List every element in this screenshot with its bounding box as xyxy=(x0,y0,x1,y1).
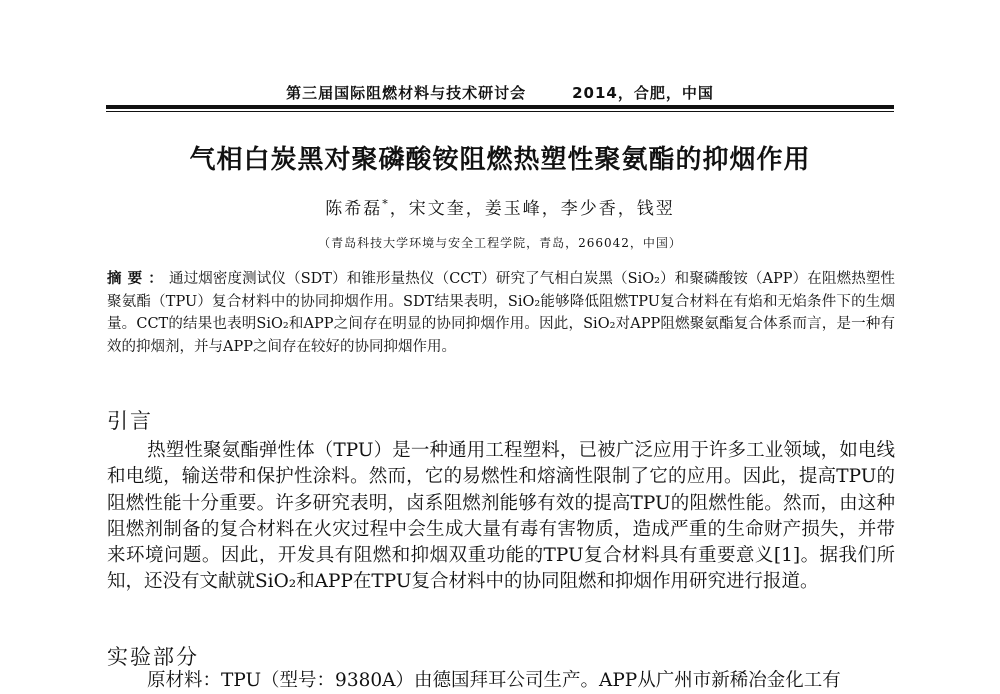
abstract-text: 通过烟密度测试仪（SDT）和锥形量热仪（CCT）研究了气相白炭黑（SiO₂）和聚磷酸铵（APP）在阻燃热塑性聚氨酯（TPU）复合材料中的协同抑烟作用。SDT结果表明，SiO₂能够降低阻燃TPU复合材料在有焰和无焰条件下的生烟量。CCT的结果也表明SiO₂和APP之间存在明显的协同抑烟作用。因此，SiO₂对APP阻燃聚氨酯复合体系而言，是一种有效的抑烟剂，并与APP之间存在较好的协同抑烟作用。 xyxy=(107,271,896,355)
author-affiliation: （青岛科技大学环境与安全工程学院，青岛，266042，中国） xyxy=(318,236,682,250)
author-list xyxy=(108,194,892,219)
header-rule-thin xyxy=(106,111,894,112)
experimental-heading: 实验部分 xyxy=(107,645,199,669)
conference-year-location: 2014，合肥，中国 xyxy=(572,84,714,102)
abstract-label: 摘要： xyxy=(107,271,169,287)
conference-name: 第三届国际阻燃材料与技术研讨会 xyxy=(286,84,527,102)
introduction-heading: 引言 xyxy=(107,409,153,433)
header-rule-thick xyxy=(106,105,894,109)
experimental-text: 原材料：TPU（型号：9380A）由德国拜耳公司生产。APP从广州市新稀冶金化工有 xyxy=(147,670,841,691)
corresponding-author-mark: * xyxy=(382,197,390,211)
paper-title: 气相白炭黑对聚磷酸铵阻燃热塑性聚氨酯的抑烟作用 xyxy=(189,145,811,175)
abstract xyxy=(107,268,895,358)
introduction-text: 热塑性聚氨酯弹性体（TPU）是一种通用工程塑料，已被广泛应用于许多工业领域，如电线和电缆，输送带和保护性涂料。然而，它的易燃性和熔滴性限制了它的应用。因此，提高TPU的阻燃性能十分重要。许多研究表明，卤系阻燃剂能够有效的提高TPU的阻燃性能。然而，由这种阻燃剂制备的复合材料在火灾过程中会生成大量有毒有害物质，造成严重的生命财产损失，并带来环境问题。因此，开发具有阻燃和抑烟双重功能的TPU复合材料具有重要意义[1]。据我们所知，还没有文献就SiO₂和APP在TPU复合材料中的协同阻燃和抑烟作用研究进行报道。 xyxy=(107,440,895,593)
running-header xyxy=(108,82,892,103)
first-author: 陈希磊 xyxy=(325,199,383,219)
coauthors: ，宋文奎，姜玉峰，李少香，钱翌 xyxy=(389,199,675,219)
introduction-body xyxy=(107,438,895,596)
experimental-first-line xyxy=(107,668,895,694)
